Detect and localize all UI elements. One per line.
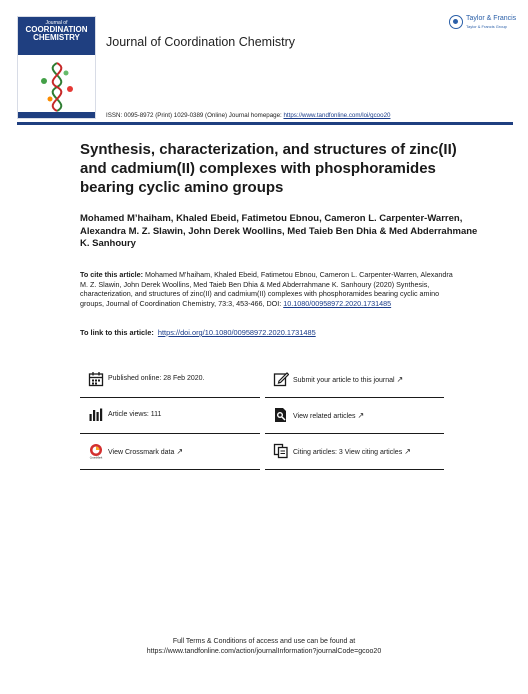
citation-text: Mohamed M’haiham, Khaled Ebeid, Fatimetou Ebnou, Cameron L. Carpenter-Warren, Alexandra M. Z. Slawin, John Derek Woollins, Med Taieb Ben Dhia & Med Abderrahmane K. Sanhoury (2020) Synthesis, characterization, and structures of zinc(II) and cadmium(II) complexes with phosphoramides bearing cyclic amino groups, Journal of Coordination Chemistry, 73:3, 453-466, DOI: bbox=[80, 270, 453, 308]
terms-url[interactable]: https://www.tandfonline.com/action/journalInformation?journalCode=gcoo20 bbox=[146, 648, 382, 655]
citing-articles-link[interactable] bbox=[293, 447, 411, 456]
crossmark-icon-label: CrossMark bbox=[89, 456, 103, 459]
taylor-francis-logo-icon bbox=[449, 15, 463, 29]
article-doi-link[interactable]: https://doi.org/10.1080/00958972.2020.1731485 bbox=[157, 328, 316, 337]
search-document-icon bbox=[273, 407, 289, 423]
publisher-logo[interactable] bbox=[449, 14, 517, 34]
external-link-icon: ↗ bbox=[404, 447, 411, 456]
crossmark-text: View Crossmark data bbox=[108, 449, 175, 456]
citation-doi-link[interactable]: 10.1080/00958972.2020.1731485 bbox=[283, 298, 392, 308]
crossmark-box[interactable] bbox=[80, 435, 260, 470]
article-link-label: To link to this article: bbox=[80, 328, 154, 337]
article-authors: Mohamed M’haiham, Khaled Ebeid, Fatimetou Ebnou, Cameron L. Carpenter-Warren, Alexandra M. Z. Slawin, John Derek Woollins, Med Taieb Ben Dhia & Med Abderrahmane K. Sanhoury bbox=[80, 213, 478, 249]
related-articles-box[interactable] bbox=[265, 399, 444, 434]
journal-name: Journal of Coordination Chemistry bbox=[106, 35, 295, 49]
issn-text: ISSN: 0095-8972 (Print) 1029-0389 (Online) Journal homepage: bbox=[106, 112, 284, 119]
submit-article-text: Submit your article to this journal bbox=[293, 377, 395, 384]
citation-label: To cite this article: bbox=[80, 270, 143, 279]
citing-articles-text: Citing articles: 3 View citing articles bbox=[293, 449, 403, 456]
terms-line-1: Full Terms & Conditions of access and use can be found at bbox=[172, 638, 356, 645]
article-link-line bbox=[80, 328, 316, 337]
calendar-icon bbox=[88, 371, 104, 387]
publisher-name: Taylor & Francis bbox=[466, 15, 517, 22]
published-online-text: Published online: 28 Feb 2020. bbox=[108, 375, 205, 382]
citing-icon bbox=[273, 443, 289, 459]
journal-homepage-link[interactable]: https://www.tandfonline.com/loi/gcoo20 bbox=[283, 112, 391, 119]
cover-molecule-image bbox=[32, 59, 82, 115]
publisher-tagline: Taylor & Francis Group bbox=[466, 24, 507, 29]
cover-title-line1: COORDINATION bbox=[25, 25, 88, 34]
external-link-icon: ↗ bbox=[357, 411, 365, 420]
cover-title-line2: CHEMISTRY bbox=[33, 33, 80, 42]
article-views-text: Article views: 111 bbox=[108, 411, 162, 418]
terms-footer bbox=[0, 637, 528, 657]
issn-line bbox=[106, 112, 390, 119]
citing-articles-box[interactable] bbox=[265, 435, 444, 470]
external-link-icon: ↗ bbox=[176, 447, 184, 456]
citation-block bbox=[80, 270, 460, 308]
crossmark-icon bbox=[88, 443, 104, 459]
header-divider bbox=[17, 122, 513, 125]
journal-cover bbox=[17, 16, 96, 119]
article-title: Synthesis, characterization, and structures of zinc(II) and cadmium(II) complexes with phosphoramides bearing cyclic amino groups bbox=[80, 141, 457, 196]
cover-small-text: Journal of bbox=[45, 20, 68, 26]
submit-article-link[interactable] bbox=[293, 375, 403, 384]
crossmark-link[interactable] bbox=[108, 447, 183, 456]
related-articles-link[interactable] bbox=[293, 411, 364, 420]
article-views-box bbox=[80, 399, 260, 434]
related-articles-text: View related articles bbox=[293, 413, 356, 420]
bar-chart-icon bbox=[88, 407, 104, 423]
external-link-icon: ↗ bbox=[396, 375, 404, 384]
submit-article-box[interactable] bbox=[265, 363, 444, 398]
cover-banner bbox=[18, 17, 95, 55]
cover-footer-bar bbox=[18, 112, 95, 118]
published-online-box bbox=[80, 363, 260, 398]
edit-icon bbox=[273, 371, 289, 387]
